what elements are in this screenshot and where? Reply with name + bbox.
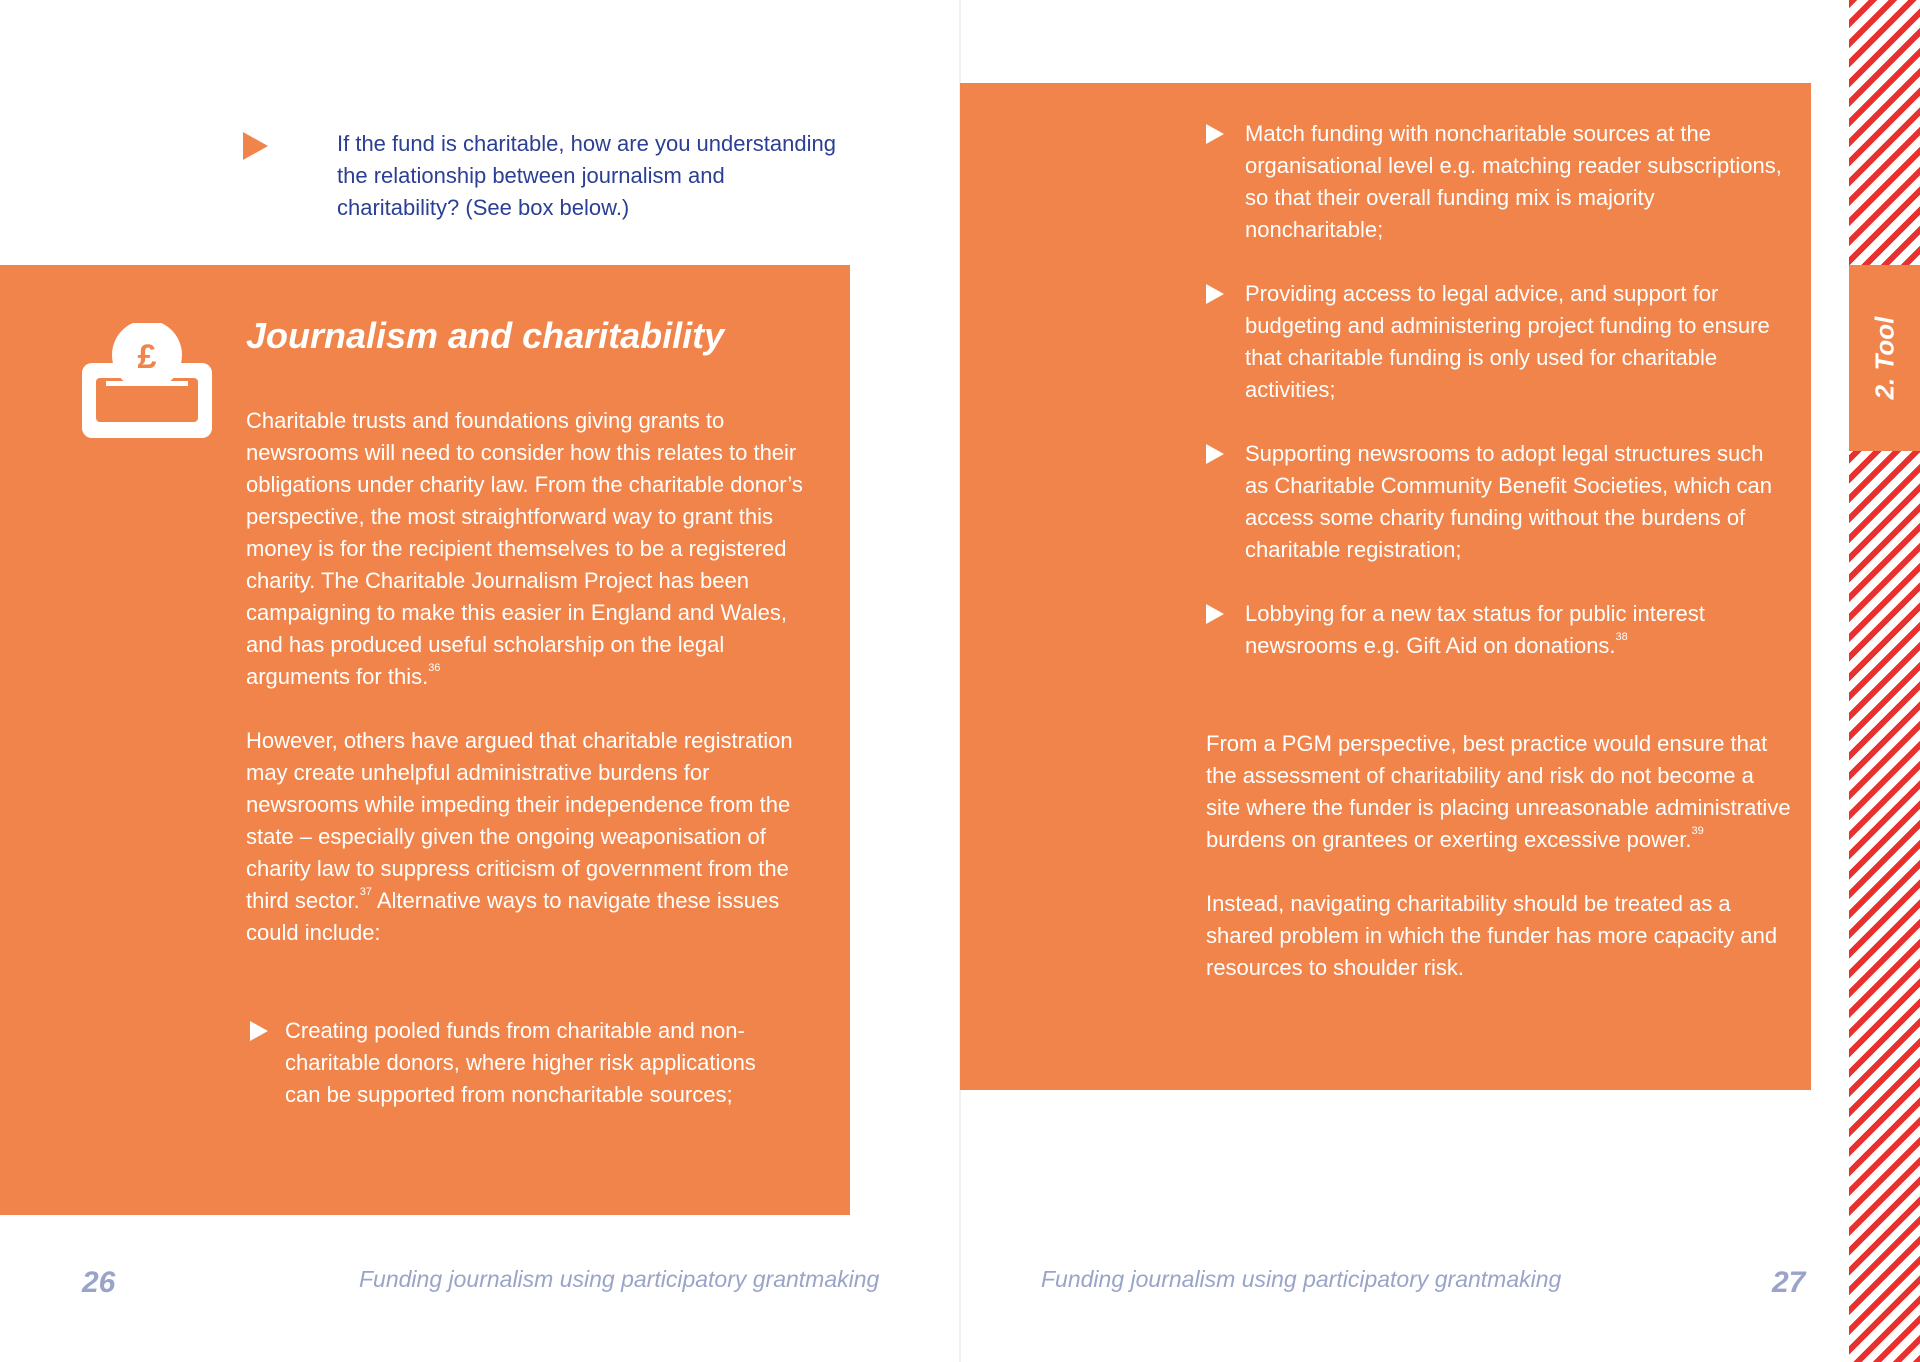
paragraph: However, others have argued that charitable registration may create unhelpful administrative burdens for newsrooms while impeding their independence from the state – especially given the ongoing weaponisation of charity law to suppress criticism of government from the third sector.$^{37}$ Alternative ways to navigate these issues could include: — [246, 728, 793, 945]
left-body — [246, 405, 826, 949]
section-tab[interactable] — [1849, 265, 1920, 451]
page-number-left: 26 — [82, 1266, 116, 1299]
footnote-ref: 38 — [1615, 631, 1628, 643]
list-item: Providing access to legal advice, and support for budgeting and administering project funding to ensure that charitable funding is only used for charitable activities; — [1206, 278, 1786, 406]
donation-box-icon — [82, 323, 212, 438]
triangle-bullet-icon — [250, 1021, 268, 1041]
footer-title-right: Funding journalism using participatory grantmaking — [1041, 1266, 1562, 1292]
triangle-bullet-icon — [1206, 284, 1224, 304]
triangle-bullet-icon — [1206, 124, 1224, 144]
footer-title-left: Funding journalism using participatory grantmaking — [359, 1266, 880, 1292]
charitability-box-left — [0, 265, 850, 1215]
right-body — [1206, 728, 1791, 984]
list-item: Lobbying for a new tax status for public interest newsrooms e.g. Gift Aid on donations.$^{38}$ — [1206, 598, 1786, 662]
list-item: Supporting newsrooms to adopt legal structures such as Charitable Community Benefit Societies, which can access some charity funding without the burdens of charitable registration; — [1206, 438, 1786, 566]
page-number-right: 27 — [1772, 1266, 1806, 1299]
intro-question — [243, 128, 843, 224]
list-item: Match funding with noncharitable sources at the organisational level e.g. matching reader subscriptions, so that their overall funding mix is majority noncharitable; — [1206, 118, 1786, 246]
pound-sign: £ — [137, 338, 157, 376]
section-tab-label: 2. Tool — [1869, 316, 1899, 400]
paragraph: Charitable trusts and foundations giving grants to newsrooms will need to consider how this relates to their obligations under charity law. From the charitable donor’s perspective, the most straightforward way to grant this money is for the recipient themselves to be a registered charity. The Charitable Journalism Project has been campaigning to make this easier in England and Wales, and has produced useful scholarship on the legal arguments for this.$^{36}$ — [246, 408, 803, 689]
striped-edge — [1849, 0, 1920, 1362]
paragraph: Instead, navigating charitability should be treated as a shared problem in which the funder has more capacity and resources to shoulder risk. — [1206, 891, 1778, 980]
box-title: Journalism and charitability — [246, 315, 725, 356]
paragraph: From a PGM perspective, best practice would ensure that the assessment of charitability and risk do not become a site where the funder is placing unreasonable administrative burdens on grantees or exerting excessive power.$^{39}$ — [1206, 731, 1791, 852]
bullet-list — [1206, 118, 1786, 694]
footnote-ref: 36 — [428, 662, 441, 674]
list-item: Creating pooled funds from charitable and non-charitable donors, where higher risk applications can be supported from noncharitable sources; — [250, 1015, 770, 1111]
triangle-bullet-icon — [1206, 604, 1224, 624]
intro-question-text: If the fund is charitable, how are you understanding the relationship between journalism and charitability? (See box below.) — [337, 131, 836, 220]
footnote-ref: 37 — [359, 886, 372, 898]
footnote-ref: 39 — [1691, 825, 1704, 837]
triangle-bullet-icon — [1206, 444, 1224, 464]
charitability-box-right — [960, 83, 1811, 1090]
arrow-bullet-icon — [243, 132, 268, 160]
